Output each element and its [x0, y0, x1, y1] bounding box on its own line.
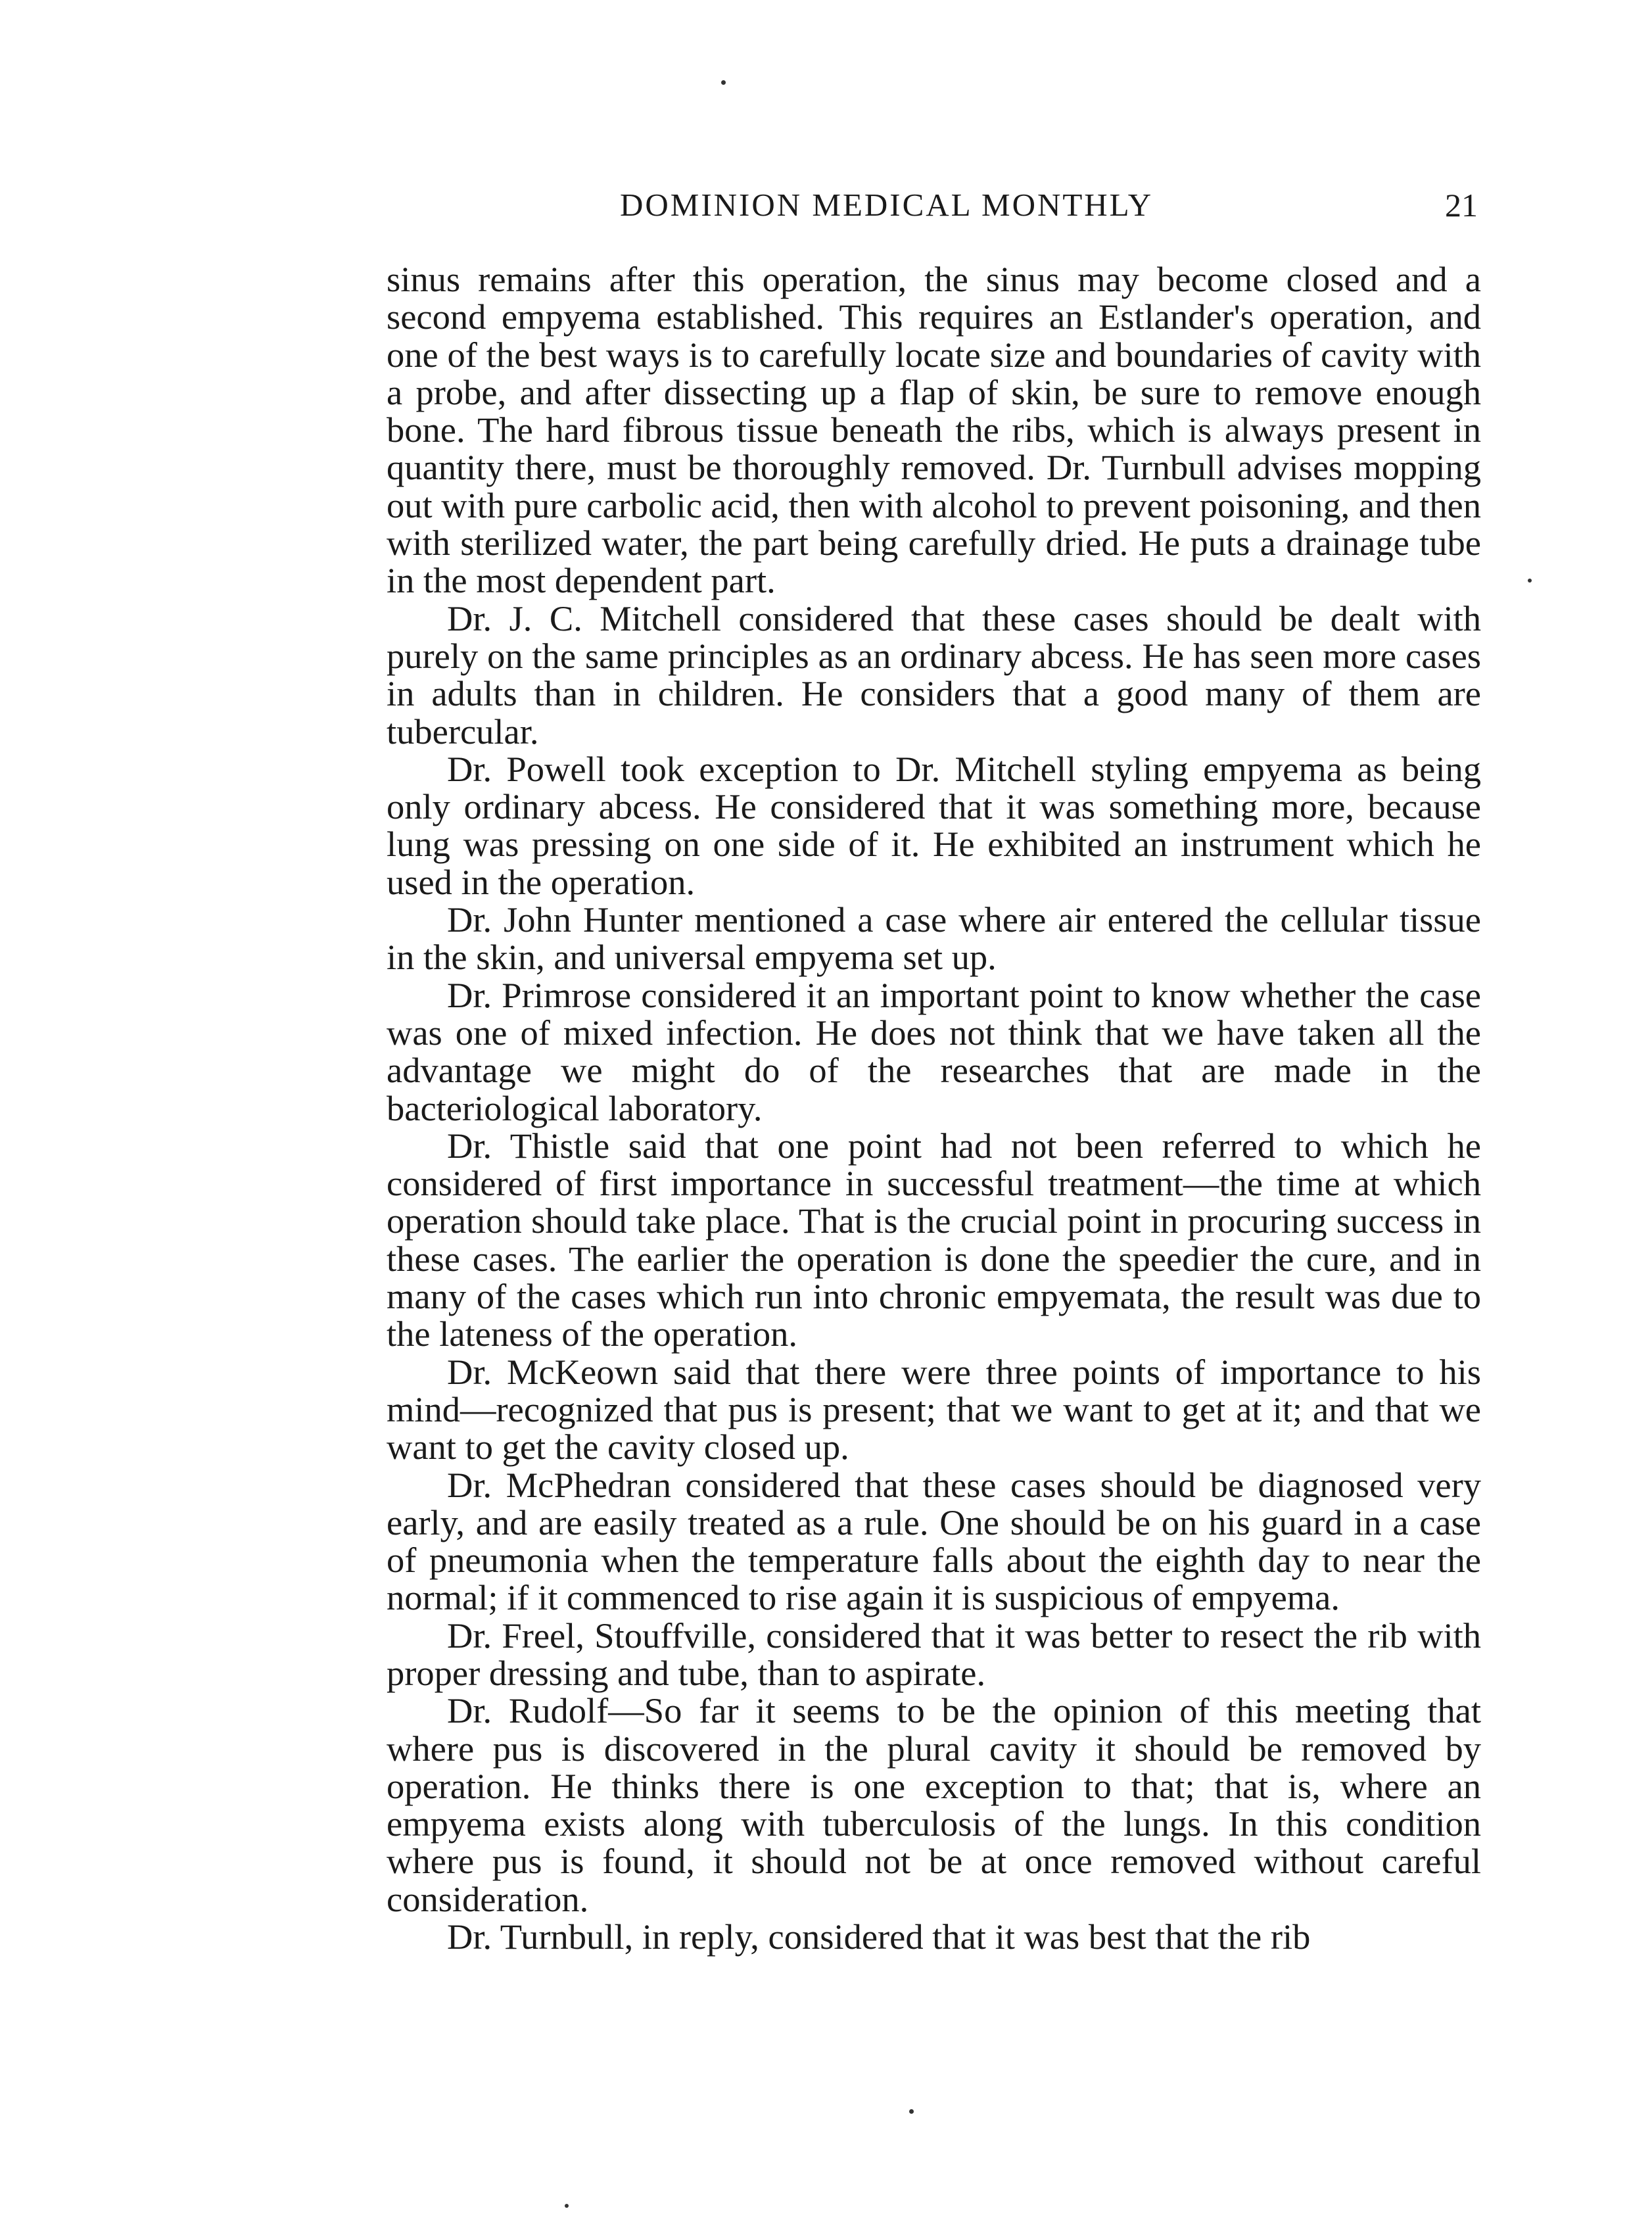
print-speck — [721, 80, 726, 85]
paragraph: Dr. Thistle said that one point had not been referred to which he considered of first importance in successful treatment—the time at which operation should take place. That is the crucial point in procuring success in these cases. The earlier the operation is done the speedier the cure, and in many of the cases which run into chronic empyemata, the result was due to the lateness of the operation. — [387, 1125, 1481, 1354]
journal-title: DOMINION MEDICAL MONTHLY — [620, 187, 1154, 223]
running-head — [387, 186, 1478, 232]
paragraph: Dr. Powell took exception to Dr. Mitchell styling empyema as being only ordinary abcess. He considered that it was something more, because lung was pressing on one side of it. He exhibited an instrument which he used in the operation. — [387, 748, 1481, 902]
paragraph: Dr. Turnbull, in reply, considered that it was best that the rib — [447, 1917, 1311, 1957]
paragraph: Dr. J. C. Mitchell considered that these cases should be dealt with purely on the same principles as an ordinary abcess. He has seen more cases in adults than in children. He considers that a good many of them are tubercular. — [387, 598, 1481, 751]
paragraph: Dr. Primrose considered it an important point to know whether the case was one of mixed infection. He does not think that we have taken all the advantage we might do of the researches that are made in the bacteriological laboratory. — [387, 974, 1481, 1128]
paragraph: sinus remains after this operation, the sinus may become closed and a second empyema established. This requires an Estlander's operation, and one of the best ways is to carefully locate size and boundaries of cavity with a probe, and after dissecting up a flap of skin, be sure to remove enough bone. The hard fibrous tissue beneath the ribs, which is always present in quantity there, must be thoroughly removed. Dr. Turnbull advises mopping out with pure carbolic acid, then with alcohol to prevent poisoning, and then with sterilized water, the part being carefully dried. He puts a drainage tube in the most dependent part. — [387, 259, 1481, 601]
print-speck — [1528, 579, 1532, 583]
paragraph: Dr. McPhedran considered that these cases should be diagnosed very early, and are easily treated as a rule. One should be on his guard in a case of pneumonia when the temperature falls about the eighth day to near the normal; if it commenced to rise again it is suspicious of empyema. — [387, 1464, 1481, 1618]
paragraph: Dr. McKeown said that there were three points of importance to his mind—recognized that pus is present; that we want to get at it; and that we want to get the cavity closed up. — [387, 1351, 1481, 1467]
paragraph: Dr. Freel, Stouffville, considered that it was better to resect the rib with proper dressing and tube, than to aspirate. — [387, 1615, 1481, 1693]
page-number: 21 — [1445, 187, 1478, 224]
print-speck — [909, 2109, 914, 2114]
body-text — [387, 260, 1481, 1955]
print-speck — [565, 2204, 569, 2208]
paragraph: Dr. Rudolf—So far it seems to be the opinion of this meeting that where pus is discovered in the plural cavity it should be removed by operation. He thinks there is one exception to that; that is, where an empyema exists along with tuberculosis of the lungs. In this condition where pus is found, it should not be at once removed without careful consideration. — [387, 1690, 1481, 1919]
paragraph: Dr. John Hunter mentioned a case where air entered the cellular tissue in the skin, and universal empyema set up. — [387, 899, 1481, 978]
